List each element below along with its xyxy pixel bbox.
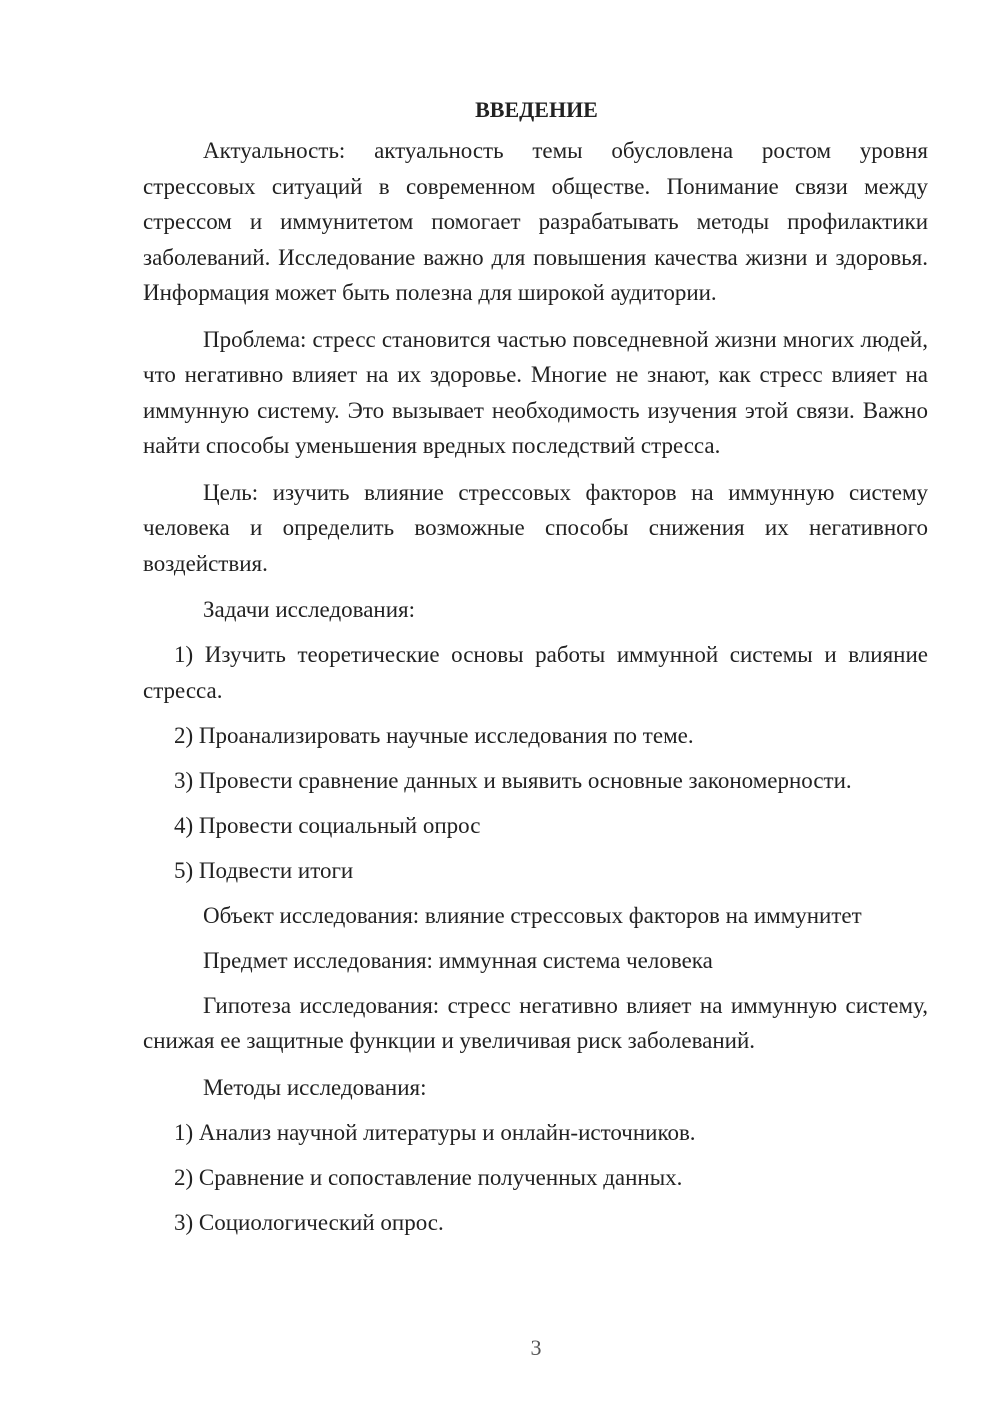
problem-paragraph: Проблема: стресс становится частью повседневной жизни многих людей, что негативно влияет на их здоровье. Многие не знают, как стресс влияет на иммунную систему. Это вызывает необходимость изучения этой связи. Важно найти способы уменьшения вредных последствий стресса.: [143, 326, 928, 458]
task-item: 5) Подвести итоги: [174, 857, 354, 883]
page-content: [143, 92, 928, 1250]
method-item: 2) Сравнение и сопоставление полученных данных.: [174, 1164, 683, 1190]
methods-heading: Методы исследования:: [203, 1074, 427, 1100]
task-item: 3) Провести сравнение данных и выявить основные закономерности.: [174, 767, 852, 793]
section-title: ВВЕДЕНИЕ: [475, 97, 598, 122]
method-item: 3) Социологический опрос.: [174, 1209, 444, 1235]
task-item: 1) Изучить теоретические основы работы иммунной системы и влияние стресса.: [143, 642, 928, 703]
tasks-heading: Задачи исследования:: [203, 597, 416, 622]
page-number: 3: [530, 1335, 542, 1360]
hypothesis-paragraph: Гипотеза исследования: стресс негативно влияет на иммунную систему, снижая ее защитные функции и увеличивая риск заболеваний.: [143, 992, 928, 1053]
goal-paragraph: Цель: изучить влияние стрессовых факторов на иммунную систему человека и определить возможные способы снижения их негативного воздействия.: [143, 479, 928, 576]
research-object: Объект исследования: влияние стрессовых факторов на иммунитет: [203, 902, 862, 928]
method-item: 1) Анализ научной литературы и онлайн-источников.: [174, 1119, 696, 1145]
relevance-paragraph: Актуальность: актуальность темы обусловлена ростом уровня стрессовых ситуаций в современном обществе. Понимание связи между стрессом и иммунитетом помогает разрабатывать методы профилактики заболеваний. Исследование важно для повышения качества жизни и здоровья. Информация может быть полезна для широкой аудитории.: [143, 138, 928, 305]
task-item: 4) Провести социальный опрос: [174, 812, 481, 838]
task-item: 2) Проанализировать научные исследования по теме.: [174, 722, 694, 748]
research-subject: Предмет исследования: иммунная система человека: [203, 947, 713, 973]
